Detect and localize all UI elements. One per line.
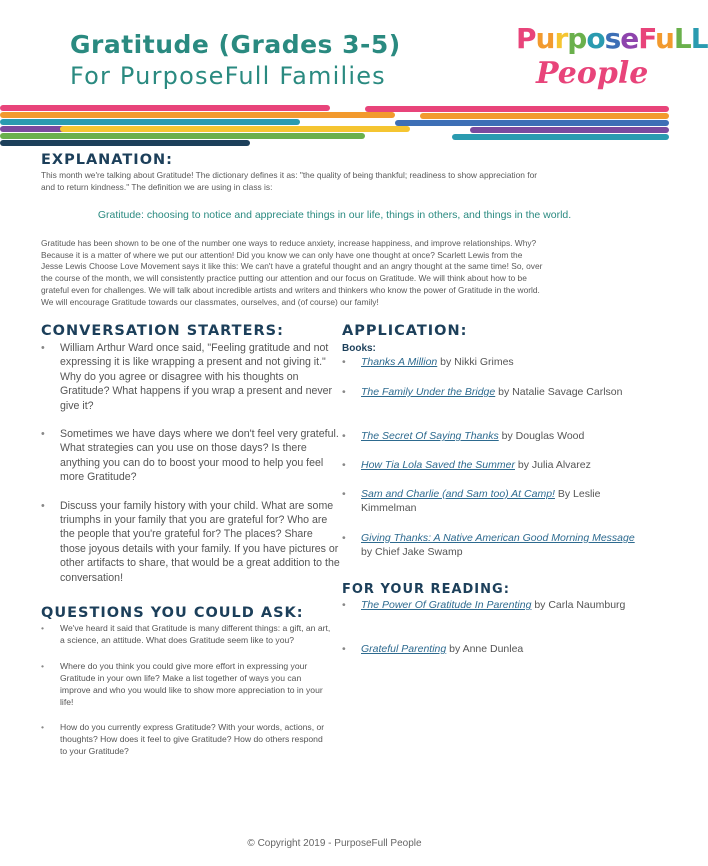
stripe-right-blue (395, 120, 669, 126)
stripe-pink (0, 105, 330, 111)
explanation-body-line: We will encourage Gratitude towards our classmates, ourselves, and (of course) our family! (41, 296, 379, 307)
book-link[interactable]: The Power Of Gratitude In Parenting (361, 599, 532, 611)
books-label: Books: (342, 343, 376, 354)
page-subtitle: For PurposeFull Families (70, 62, 386, 90)
book-link[interactable]: Giving Thanks: A Native American Good Morning Message (361, 532, 635, 544)
stripe-green (0, 133, 365, 139)
book-author: by Carla Naumburg (531, 599, 626, 611)
logo-top-text: PurposeFuLL (516, 22, 708, 55)
list-item (342, 487, 642, 515)
explanation-body-line: Because it is a matter of where we put our attention! Did you know we can only have one thought at once? Scarlett Lewis from the (41, 249, 523, 260)
book-link[interactable]: Grateful Parenting (361, 643, 447, 655)
purposefull-people-logo (516, 22, 708, 94)
book-link[interactable]: How Tia Lola Saved the Summer (361, 459, 515, 471)
explanation-intro (41, 170, 641, 193)
list-item: • How do you currently express Gratitude? With your words, actions, or thoughts? How does it feel to give Gratitude? How do others respond to your Gratitude? (41, 722, 331, 758)
book-author: by Chief Jake Swamp (361, 546, 463, 558)
logo-bottom-text: People (536, 56, 649, 91)
explanation-body-line: Jesse Lewis Choose Love Movement says it like this: We can't have a grateful thought and an angry thought at the same time! So, over (41, 261, 543, 272)
list-item (342, 531, 642, 559)
book-author: by Julia Alvarez (514, 459, 591, 471)
questions-heading: QUESTIONS YOU COULD ASK: (41, 605, 304, 621)
book-author: by Douglas Wood (498, 430, 585, 442)
book-author: by Nikki Grimes (437, 356, 514, 368)
explanation-heading: EXPLANATION: (41, 152, 173, 168)
book-link[interactable]: Thanks A Million (361, 356, 438, 368)
questions-list (41, 623, 331, 772)
stripe-right-purple (470, 127, 669, 133)
list-item: • Discuss your family history with your child. What are some triumphs in your family that you are grateful for? Who are the people that you're grateful for? The places? Share those joyous details with your family. If you have pictures or other artifacts to share, that would be a great addition to the conversation! (41, 499, 341, 585)
page-title: Gratitude (Grades 3-5) (70, 30, 401, 59)
explanation-body (41, 238, 651, 308)
stripe-yellow (60, 126, 410, 132)
list-item (342, 355, 642, 369)
application-heading: APPLICATION: (342, 323, 468, 339)
explanation-body-line: grateful even for challenges. We will talk about incredible artists and writers and thinkers who know the power of Gratitude in the world. (41, 284, 540, 295)
list-item (342, 598, 642, 612)
book-link[interactable]: The Secret Of Saying Thanks (361, 430, 499, 442)
stripe-teal (0, 119, 300, 125)
stripe-right-pink (365, 106, 669, 112)
list-item: • Where do you think you could give more effort in expressing your Gratitude in your own life? Make a list together of ways you can improve and who you would like to show more appreciation to in your life! (41, 661, 331, 709)
gratitude-definition: Gratitude: choosing to notice and appreciate things in our life, things in others, and things in the world. (97, 209, 572, 221)
list-item: • We've heard it said that Gratitude is many different things: a gift, an art, a science, an attitude. What does Gratitude seem like to you? (41, 623, 331, 647)
list-item: • Sometimes we have days where we don't feel very grateful. What strategies can you use on those days? Is there anything you can do to boost your mood to help you feel more Gratitude? (41, 427, 341, 485)
explanation-intro-line: and to return kindness." The definition we are using in class is: (41, 181, 273, 192)
book-link[interactable]: Sam and Charlie (and Sam too) At Camp! (361, 488, 555, 500)
book-link[interactable]: The Family Under the Bridge (361, 386, 496, 398)
copyright-footer: © Copyright 2019 - PurposeFull People (247, 838, 422, 849)
explanation-body-line: the course of the month, we will consistently practice putting our attention and our focus on Gratitude. We will think about how to be (41, 273, 527, 284)
for-your-reading-heading: FOR YOUR READING: (342, 582, 510, 597)
book-author: By Leslie Kimmelman (361, 488, 601, 514)
conversation-starters-heading: CONVERSATION STARTERS: (41, 323, 284, 339)
list-item (342, 429, 642, 443)
list-item (342, 458, 642, 472)
list-item (342, 642, 642, 656)
stripe-right-orange (420, 113, 669, 119)
book-author: by Anne Dunlea (446, 643, 524, 655)
stripe-right-teal (452, 134, 669, 140)
stripe-dark (0, 140, 250, 146)
book-author: by Natalie Savage Carlson (495, 386, 623, 398)
list-item (342, 385, 642, 399)
explanation-intro-line: This month we're talking about Gratitude! The dictionary defines it as: "the quality of being thankful; readiness to show appreciation for (41, 170, 538, 180)
conversation-starters-list (41, 341, 341, 599)
list-item: • William Arthur Ward once said, "Feeling gratitude and not expressing it is like wrapping a present and not giving it." Why do you agree or disagree with his thoughts on Gratitude? What happens if you wrap a present and never give it? (41, 341, 341, 413)
explanation-body-line: Gratitude has been shown to be one of the number one ways to reduce anxiety, increase happiness, and improve relationships. Why? (41, 238, 537, 248)
stripe-orange (0, 112, 395, 118)
